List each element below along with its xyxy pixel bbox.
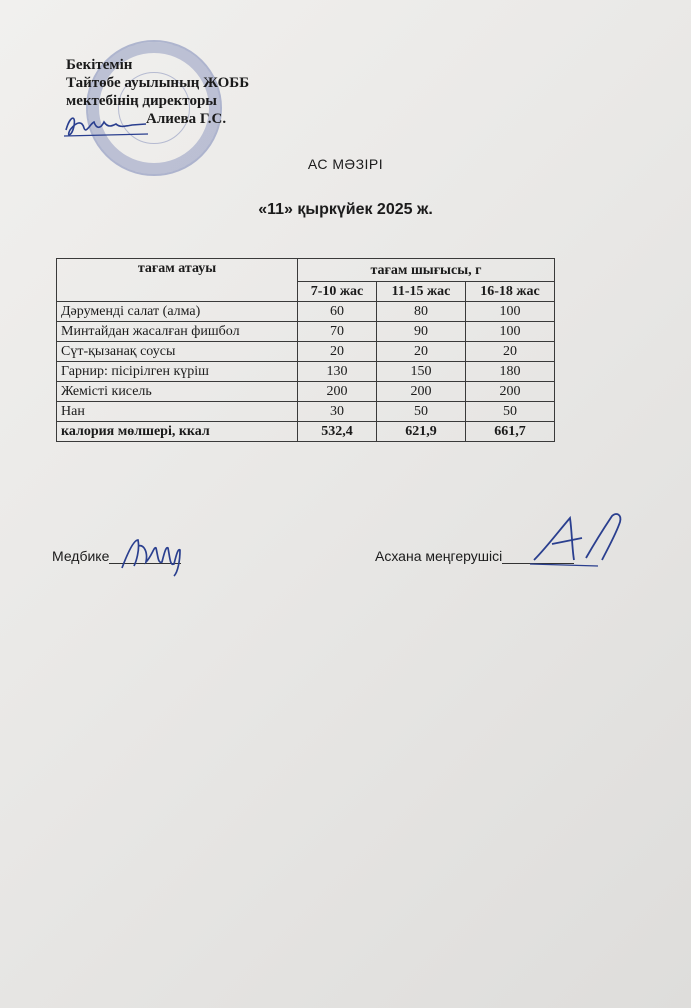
- canteen-label: Асхана меңгерушісі: [375, 548, 503, 564]
- table-row: Гарнир: пісірілген күріш 130 150 180: [57, 362, 555, 382]
- table-row: Нан 30 50 50: [57, 402, 555, 422]
- header-age-2: 11-15 жас: [377, 282, 466, 302]
- approval-line-3: мектебінің директоры: [66, 93, 218, 109]
- menu-table: [56, 258, 555, 442]
- header-age-3: 16-18 жас: [466, 282, 555, 302]
- table-row: Сүт-қызанақ соусы 20 20 20: [57, 342, 555, 362]
- header-dish: тағам атауы: [57, 259, 298, 302]
- director-name: Алиева Г.С.: [146, 111, 227, 127]
- director-signature: [62, 108, 152, 144]
- table-row: Дәруменді салат (алма) 60 80 100: [57, 302, 555, 322]
- canteen-signature: [528, 508, 632, 570]
- document-date: «11» қыркүйек 2025 ж.: [258, 201, 433, 218]
- nurse-label: Медбике: [52, 548, 110, 564]
- header-age-1: 7-10 жас: [298, 282, 377, 302]
- header-output: тағам шығысы, г: [298, 259, 555, 282]
- table-row: Минтайдан жасалған фишбол 70 90 100: [57, 322, 555, 342]
- total-row: калория мөлшері, ккал 532,4 621,9 661,7: [57, 422, 555, 442]
- table-row: Жемісті кисель 200 200 200: [57, 382, 555, 402]
- approval-line-1: Бекітемін: [66, 57, 133, 73]
- nurse-signature: [118, 532, 194, 580]
- document-title: АС МӘЗІРІ: [307, 156, 384, 172]
- approval-line-2: Тайтөбе ауылының ЖОББ: [66, 75, 250, 91]
